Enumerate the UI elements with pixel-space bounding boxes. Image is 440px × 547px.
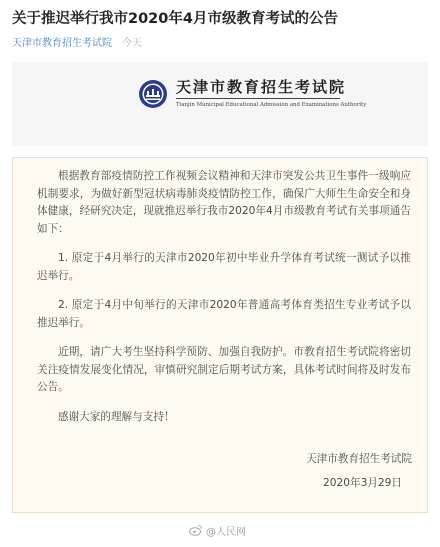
notice-paragraph: 感谢大家的理解与支持！ [58,410,175,423]
notice-paragraph: 2. 原定于4月中旬举行的天津市2020年普通高考体育类招生专业考试予以推迟举行。 [37,299,411,329]
author-link[interactable]: 天津市教育招生考试院 [12,38,112,49]
notice-paragraph: 1. 原定于4月举行的天津市2020年初中毕业升学体育考试统一测试予以推迟举行。 [37,252,411,282]
exam-authority-logo-icon [138,79,168,109]
notice-paragraph: 近期，请广大考生坚持科学预防、加强自我防护。市教育招生考试院将密切关注疫情发展变化情况，审慎研究制定后期考试方案，具体考试时间将及时发布公告。 [37,346,411,393]
notice-body [37,168,411,438]
signature-org: 天津市教育招生考试院 [306,453,412,465]
watermark [189,522,246,538]
signature-date: 2020年3月29日 [323,477,402,489]
org-divider [176,98,340,99]
watermark-text: @人民网 [206,526,246,538]
post-time: 今天 [122,38,142,49]
org-name-en: Tianjin Municipal Educational Admission and Examinations Authority [176,102,367,108]
notice-paragraph: 根据教育部疫情防控工作视频会议精神和天津市突发公共卫生事件一级响应机制要求，为做好新型冠状病毒肺炎疫情防控工作，确保广大师生生命安全和身体健康，经研究决定，现就推迟举行我市2020年4月市级教育考试有关事项通告如下： [37,170,411,235]
post-meta [12,37,142,51]
weibo-icon [189,524,203,536]
org-name-cn: 天津市教育招生考试院 [176,78,347,96]
post-title: 关于推迟举行我市2020年4月市级教育考试的公告 [12,11,338,27]
